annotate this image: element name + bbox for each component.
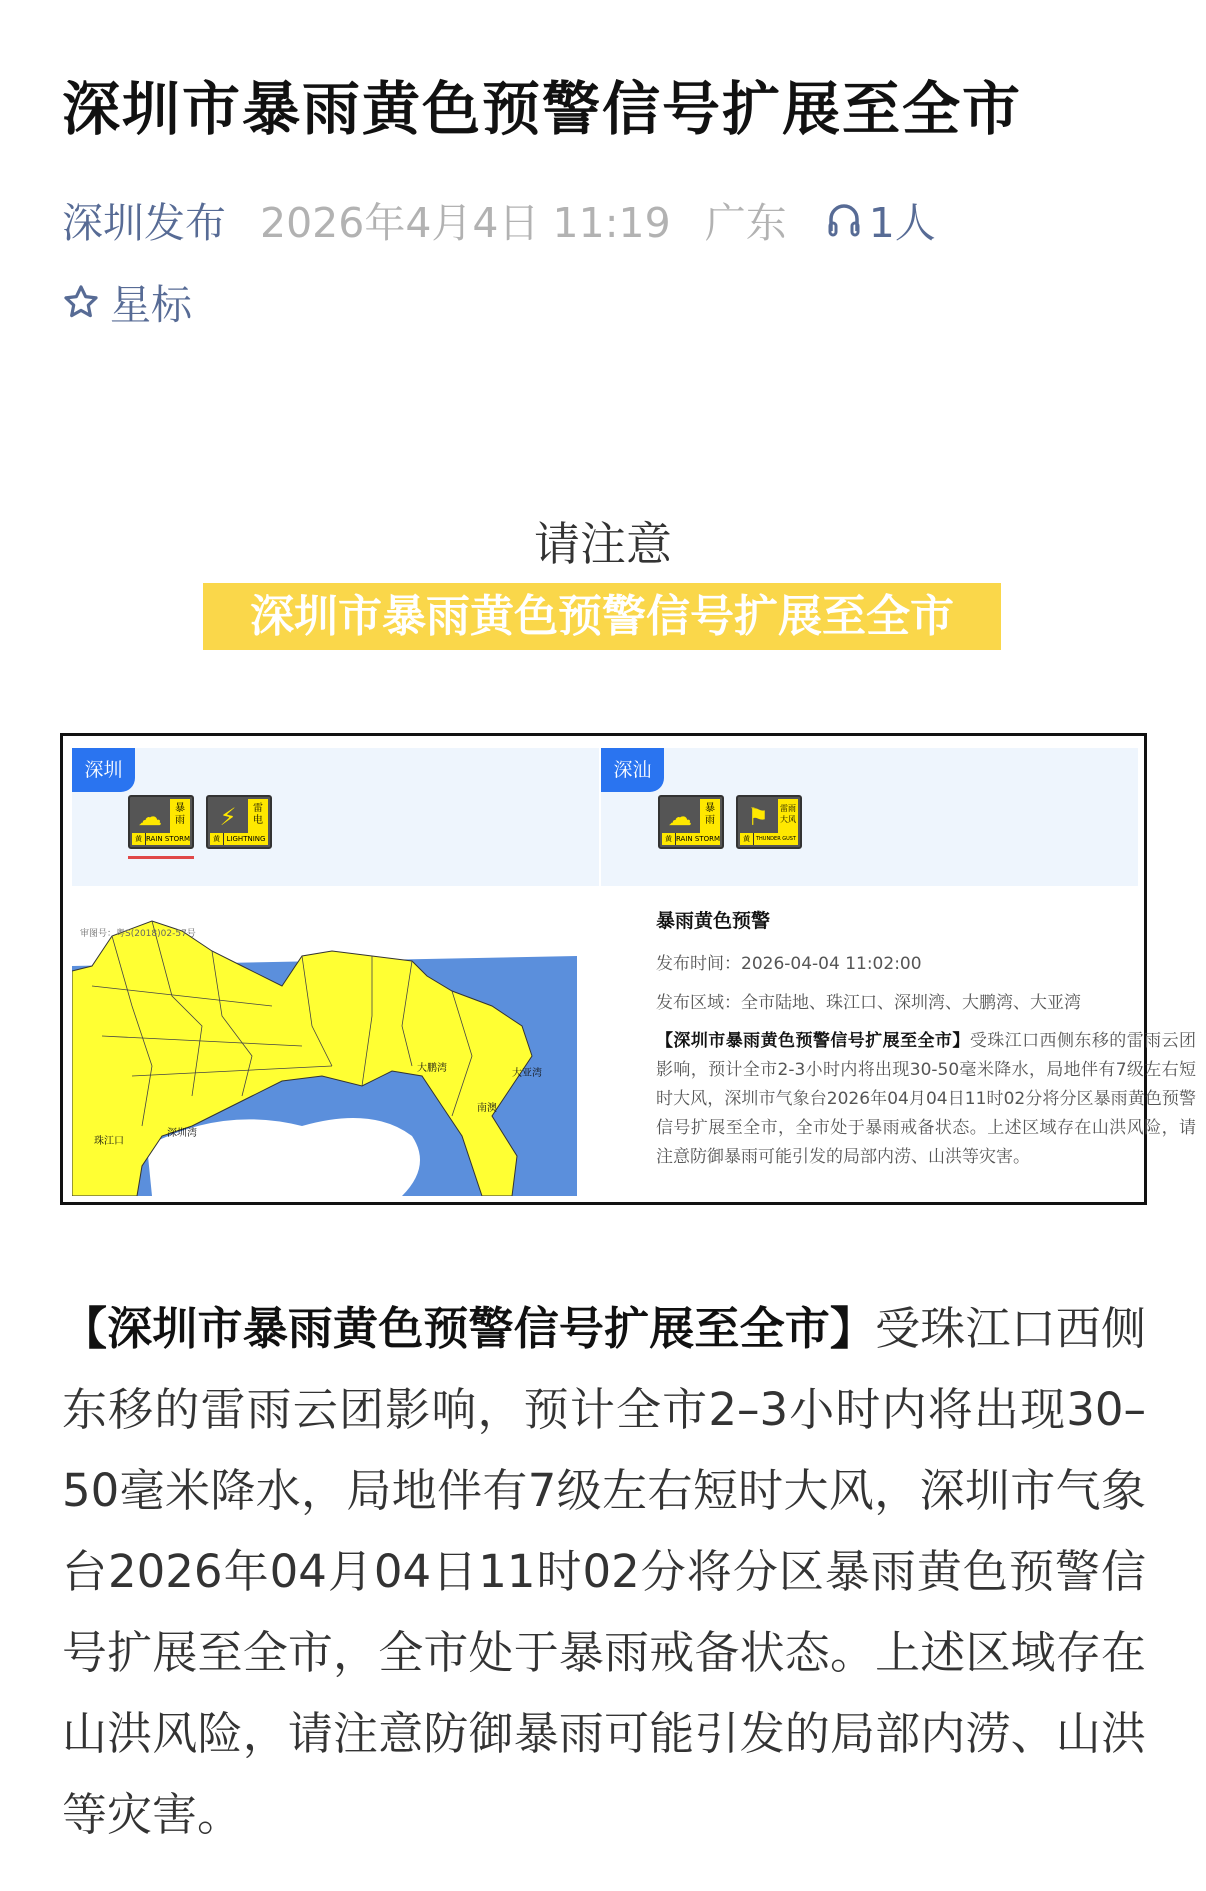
map-approval-number: 审图号：粤S(2018)02-57号 [80,929,196,939]
shenzhen-warning-map [72,896,577,1196]
map-label-dapeng-bay: 大鹏湾 [417,1063,447,1074]
listen-button[interactable] [827,190,936,249]
map-label-daya-bay: 大亚湾 [512,1068,542,1079]
shenzhen-panel [72,748,599,886]
star-button[interactable] [62,272,192,331]
publish-location: 广东 [704,199,787,247]
rainstorm-yellow-icon[interactable]: ☁ 暴 雨 黄 RAIN STORM [128,795,194,849]
headline-banner: 深圳市暴雨黄色预警信号扩展至全市 [203,583,1001,650]
shenzhen-tag[interactable]: 深圳 [72,748,135,792]
selected-underline [128,856,194,859]
headphones-icon [827,201,861,239]
body-headline: 【深圳市暴雨黄色预警信号扩展至全市】 [62,1302,876,1355]
star-icon [62,283,100,321]
article-title: 深圳市暴雨黄色预警信号扩展至全市 [62,75,1023,143]
lightning-yellow-icon[interactable]: ⚡ 雷 电 黄 LIGHTNING [206,795,272,849]
cloud-rain-icon: ☁ [668,803,692,831]
warning-image [60,733,1197,1205]
map-label-nanao: 南澳 [477,1103,497,1114]
shenshan-tag[interactable]: 深汕 [601,748,664,792]
notice-heading: 请注意 [534,517,672,571]
cloud-rain-icon: ☁ [138,803,162,831]
warning-title: 暴雨黄色预警 [656,910,771,932]
star-label: 星标 [110,281,192,329]
publish-time-row: 发布时间：2026-04-04 11:02:00 [656,954,922,974]
shenshan-panel [601,748,1138,886]
map-label-pearl-river: 珠江口 [94,1136,124,1147]
article-body [62,1288,1146,1855]
thunder-gust-yellow-icon[interactable]: ⚑ 雷雨 大风 黄 THUNDER GUST [736,795,802,849]
listener-count: 1人 [868,199,936,247]
account-name-link[interactable]: 深圳发布 [62,199,226,247]
warning-details [656,906,1196,1172]
warning-text: 【深圳市暴雨黄色预警信号扩展至全市】受珠江口西侧东移的雷雨云团影响，预计全市2-3小时内将出现30-50毫米降水，局地伴有7级左右短时大风，深圳市气象台2026年04月04日11时02分将分区暴雨黄色预警信号扩展至全市，全市处于暴雨戒备状态。上述区域存在山洪风险，请注意防御暴雨可能引发的局部内涝、山洪等灾害。 [656,1031,1197,1167]
article-meta [62,190,936,249]
rainstorm-yellow-icon[interactable]: ☁ 暴 雨 黄 RAIN STORM [658,795,724,849]
lightning-icon: ⚡ [219,803,237,831]
map-label-shenzhen-bay: 深圳湾 [167,1128,197,1139]
publish-area-row: 发布区域：全市陆地、珠江口、深圳湾、大鹏湾、大亚湾 [656,993,1081,1013]
publish-date: 2026年4月4日 11:19 [260,199,671,247]
flag-lightning-icon: ⚑ [747,803,769,831]
body-text: 受珠江口西侧东移的雷雨云团影响，预计全市2–3小时内将出现30–50毫米降水，局地伴有7级左右短时大风，深圳市气象台2026年04月04日11时02分将分区暴雨黄色预警信号扩展至全市，全市处于暴雨戒备状态。上述区域存在山洪风险，请注意防御暴雨可能引发的局部内涝、山洪等灾害。 [62,1302,1146,1841]
